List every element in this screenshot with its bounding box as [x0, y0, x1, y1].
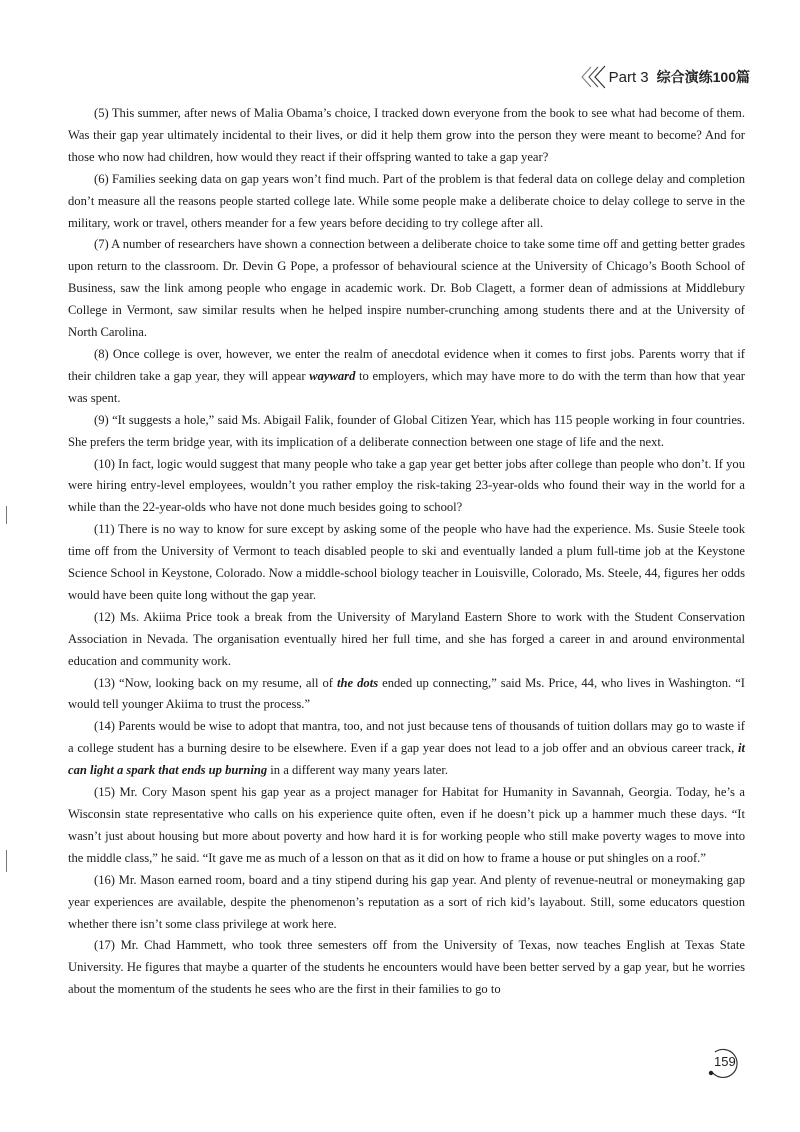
paragraph-10: (10) In fact, logic would suggest that many people who take a gap year get better jobs after college than people who don’t. If you were hiring entry-level employees, wouldn’t you rather employ the risk-taking 23-year-olds who found their way in the world for a while than the 22-year-olds who have not done much besides going to school?: [68, 456, 745, 515]
paragraph-16: (16) Mr. Mason earned room, board and a tiny stipend during his gap year. And plenty of revenue-neutral or moneymaking gap year experiences are available, despite the phenomenon’s reputation as a sort of rich kid’s layabout. Still, some educators question whether there isn’t some class privilege at work here.: [68, 872, 745, 931]
paragraph-text: in a different way many years later.: [267, 763, 449, 778]
paragraph-7: (7) A number of researchers have shown a connection between a deliberate choice to take some time off and getting better grades upon return to the classroom. Dr. Devin G Pope, a professor of behavioural science at the University of Chicago’s Booth School of Business, saw the link among people who engage in academic work. Dr. Bob Clagett, a former dean of admissions at Middlebury College in Vermont, saw similar results when he helped inspire number-crunching among students there and at the University of North Carolina.: [68, 237, 745, 340]
emphasized-phrase: wayward: [309, 368, 356, 383]
margin-mark: [6, 506, 7, 524]
paragraph-text: (13) “Now, looking back on my resume, all of: [94, 675, 337, 690]
paragraph-text: (8) Once college is over, however, we enter the realm of anecdotal evidence when it comes to first jobs. Parents worry that if their children take a gap year, they will appear: [68, 346, 745, 383]
paragraph-11: (11) There is no way to know for sure except by asking some of the people who have had the experience. Ms. Susie Steele took time off from the University of Vermont to teach disabled people to ski and eventually landed a plum full-time job at the Keystone Science School in Keystone, Colorado. Now a middle-school biology teacher in Louisville, Colorado, Ms. Steele, 44, figures her odds would have been quite long without the gap year.: [68, 522, 745, 602]
paragraph-12: (12) Ms. Akiima Price took a break from the University of Maryland Eastern Shore to work with the Student Conservation Association in Nevada. The organisation eventually hired her full time, and she has forged a career in and around environmental education and community work.: [68, 609, 745, 668]
chevron-decoration-icon: [577, 65, 607, 89]
part-label: Part 3: [608, 68, 649, 86]
paragraph-15: (15) Mr. Cory Mason spent his gap year as a project manager for Habitat for Humanity in Savannah, Georgia. Today, he’s a Wisconsin state representative who calls on his experience quite often, even if he doesn’t pick up a hammer much these days. “It wasn’t just about housing but more about poverty and how hard it is for working people who still make poverty wages to move into the middle class,” he said. “It gave me as much of a lesson on that as it did on how to frame a house or put shingles on a roof.”: [68, 785, 745, 865]
paragraph-text: (14) Parents would be wise to adopt that mantra, too, and not just because tens of thousands of tuition dollars may go to waste if a college student has a burning desire to be elsewhere. Even if a gap year does not lead to a job offer and an obvious career track,: [68, 719, 745, 756]
page-number: 159: [714, 1054, 736, 1069]
article-body: [68, 103, 745, 1001]
emphasized-phrase: the dots: [337, 675, 379, 690]
paragraph-9: (9) “It suggests a hole,” said Ms. Abigail Falik, founder of Global Citizen Year, which has 115 people working in four countries. She prefers the term bridge year, with its implication of a deliberate connection between one stage of life and the next.: [68, 412, 745, 449]
paragraph-6: (6) Families seeking data on gap years won’t find much. Part of the problem is that federal data on college delay and completion don’t measure all the reasons people started college late. While some people make a deliberate choice to delay college to serve in the military, work or travel, others meander for a few years before deciding to try college after all.: [68, 171, 745, 230]
paragraph-5: (5) This summer, after news of Malia Obama’s choice, I tracked down everyone from the book to see what had become of them. Was their gap year ultimately incidental to their lives, or did it help them grow into the person they were meant to become? And for those who now had children, how would they react if their offspring wanted to take a gap year?: [68, 106, 745, 164]
running-header: [577, 64, 750, 90]
emphasized-phrase: it can light a spark that ends up burning: [68, 741, 745, 778]
paragraph-text: ended up connecting,” said Ms. Price, 44, who lives in Washington. “I would tell younger Akiima to trust the process.”: [68, 675, 745, 712]
paragraph-13: [68, 673, 745, 717]
paragraph-17: (17) Mr. Chad Hammett, who took three semesters off from the University of Texas, now teaches English at Texas State University. He figures that maybe a quarter of the students he encounters would have been better served by a gap year, but he worries about the momentum of the students he sees who are the first in their families to go to: [68, 938, 745, 997]
paragraph-text: to employers, which may have more to do with the term than how that year was spent.: [68, 368, 745, 405]
series-title: 综合演练100篇: [656, 69, 750, 85]
paragraph-14: [68, 716, 745, 782]
page-number-badge: [706, 1046, 746, 1080]
margin-mark: [6, 850, 7, 872]
paragraph-8: [68, 344, 745, 410]
